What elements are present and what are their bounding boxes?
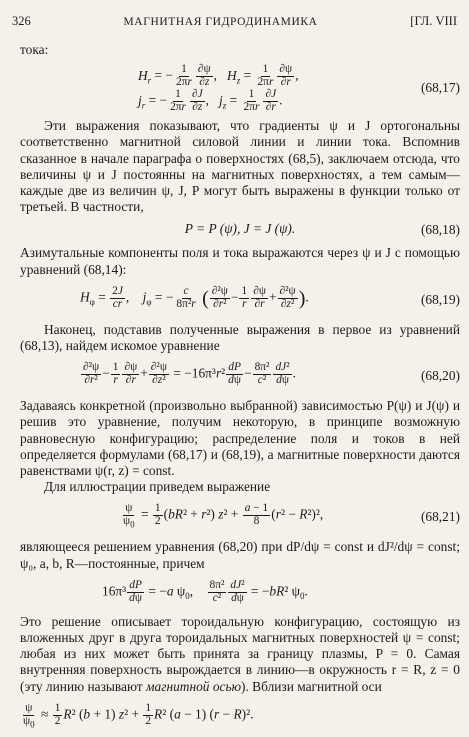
equation-68-19: $H_\varphi$ = $\frac{2J}{cr}$ , $j_\varphi$ = − $\frac{c}{\text{8π²r}}$ ( $\frac{\text{∂²ψ}}{\text{∂r²}}$ − $\frac{1}{r}$ $\frac{\partial\psi}{\partial r}$ + $\frac{\text{∂²ψ}}{\text{∂z²}}$ ). (68,19) xyxy=(80,284,460,310)
eq-number: (68,19) xyxy=(420,291,460,307)
eq-number: (68,17) xyxy=(420,80,460,96)
chapter-label: [ГЛ. VIII xyxy=(410,14,457,28)
eq-number: (68,18) xyxy=(420,222,460,238)
equation-68-20: $\frac{\text{∂²ψ}}{\text{∂r²}}$ − $\frac{1}{r}$ $\frac{\partial\psi}{\partial r}$ + $\frac{\text{∂²ψ}}{\text{∂z²}}$ = −16π³r² $\frac{dP}{d\psi}$ − $\frac{\text{8π²}}{\text{c²}}$ $\frac{\text{dJ²}}{d\psi}$ . (68,20) xyxy=(83,361,460,387)
paragraph-illustration: Для иллюстрации приведем выражение xyxy=(44,479,271,495)
page-number: 326 xyxy=(12,14,31,28)
equation-constants: 16π³ $\frac{dP}{d\psi}$ = −a $\psi_0$, $\frac{\text{8π²}}{\text{c²}}$ $\frac{\text{dJ²}}{d\psi}$ = −bR² $\psi_0$. xyxy=(102,578,308,604)
page-body xyxy=(20,42,460,737)
equation-68-18 xyxy=(20,221,460,239)
paragraph-intro: тока: xyxy=(20,42,49,57)
equation-68-17: $H_r$ = − $\frac{1}{2\pi r}$ $\frac{\partial\psi}{\partial z}$ , $H_z$ = $\frac{1}{2\pi r}$ $\frac{\partial\psi}{\partial r}$ , $j_r$ = − $\frac{1}{2\pi r}$ $\frac{\partial J}{\partial z}$ , $j_z$ = $\frac{1}{2\pi r}$ $\frac{\partial J}{\partial r}$ . (68,17) xyxy=(138,63,460,114)
paragraph-gradients: Эти выражения показывают, что градиенты ψ и J ортогональны соответственно магнитной силовой линии и линии тока. Вспомнив сказанное в начале параграфа о поверхностях (68,5), заключаем отсюда, что величины ψ и J постоянны на магнитных поверхностях, а тем самым—каждые две из величин ψ, J, P могут быть выражены в функции только от третьей. В частности, xyxy=(20,118,460,215)
equation-near-axis: $\frac{\psi}{\psi_0}$ ≈ $\frac{1}{2}$ R² (b + 1) z² + $\frac{1}{2}$ R² (a − 1) (r − R)². xyxy=(23,701,254,730)
paragraph-configuration: Задаваясь конкретной (произвольно выбранной) зависимостью P(ψ) и J(ψ) и решив это уравнение, получим некоторую, в принципе возможную равновесную конфигурацию; распределение поля и токов в ней определяется формулами (68,17) и (68,19), а магнитные поверхности даются равенствами ψ(r, z) = const. xyxy=(20,398,460,479)
paragraph-finally: Наконец, подставив полученные выражения в первое из уравнений (68,13), найдем искомое уравнение xyxy=(20,321,460,354)
eq-number: (68,20) xyxy=(420,368,460,384)
running-title: МАГНИТНАЯ ГИДРОДИНАМИКА xyxy=(123,16,318,28)
paragraph-solution: являющееся решением уравнения (68,20) при dP/dψ = const и dJ²/dψ = const; ψ₀, a, b, R—постоянные, причем xyxy=(20,539,460,571)
paragraph-toroidal: Это решение описывает тороидальную конфигурацию, состоящую из вложенных друг в друга тороидальных магнитных поверхностей ψ = const; любая из них может быть принята за границу плазмы, P = 0. Самая внутренняя поверхность вырождается в линию—в окружность r = R, z = 0 (эту линию называют магнитной осью). Вблизи магнитной оси xyxy=(20,613,460,694)
page-header xyxy=(12,14,457,30)
paragraph-azimuthal: Азимутальные компоненты поля и тока выражаются через ψ и J с помощью уравнений (68,14): xyxy=(20,245,460,277)
term-magnetic-axis: магнитной осью xyxy=(145,678,242,694)
equation-text: P = P (ψ), J = J (ψ). xyxy=(184,221,296,237)
eq-number: (68,21) xyxy=(420,509,460,525)
equation-68-21: $\frac{\psi}{\psi_0}$ = $\frac{1}{2}$ (bR² + r²) z² + $\frac{a - 1}{8}$ (r² − R²)², (68,21) xyxy=(123,502,460,530)
